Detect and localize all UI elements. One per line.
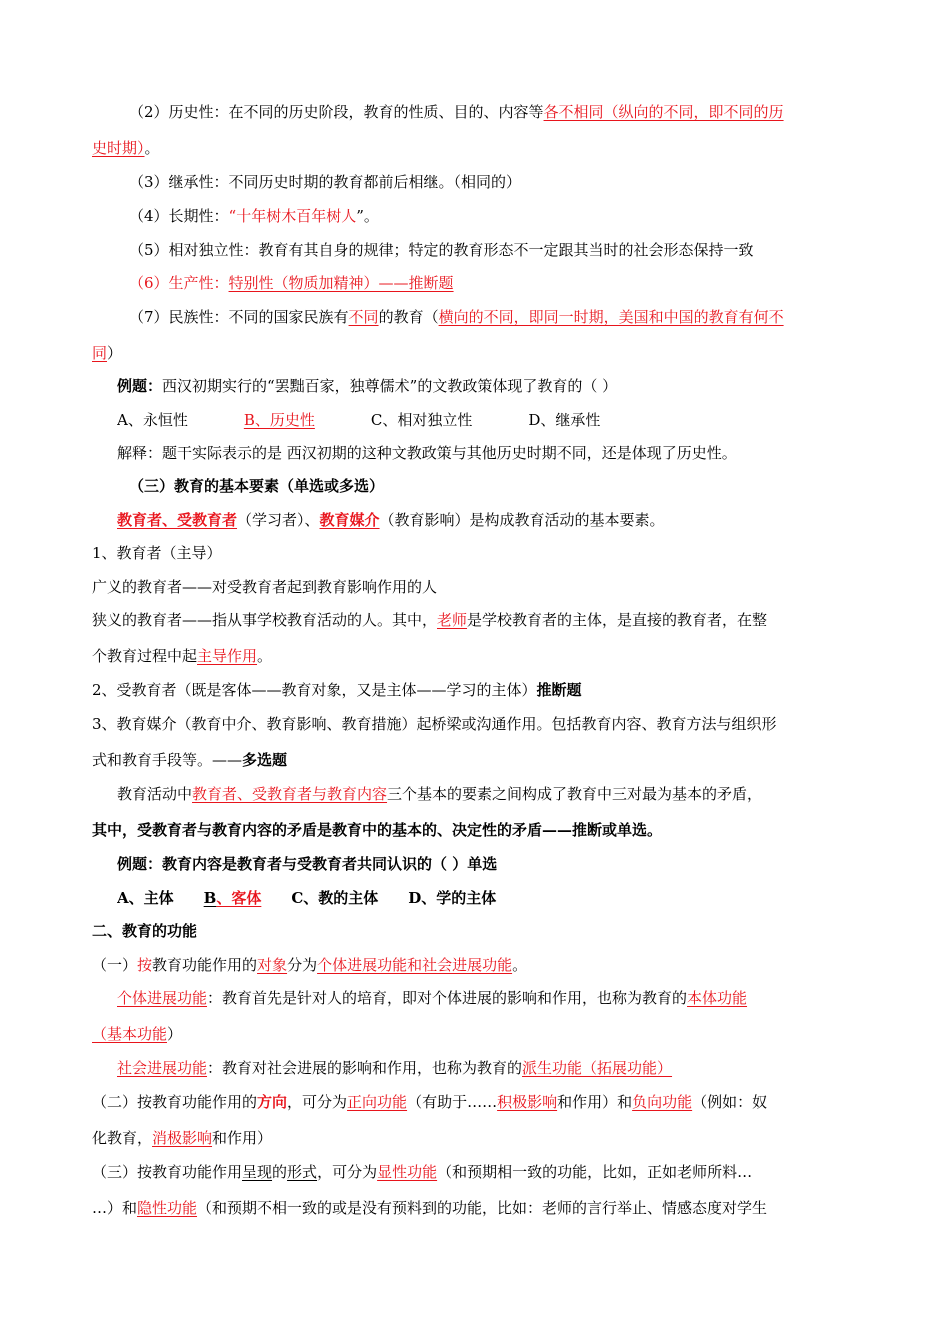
section-heading-functions [92,921,862,941]
text: 个教育过程中起 [92,647,198,665]
highlight-text: “十年树木百年树人 [228,207,357,225]
option-d: D、继承性 [528,411,601,429]
text: ：教育首先是针对人的培育，即对个体进展的影响和作用，也称为教育的 [207,989,688,1007]
text: （和预期相一致的功能，比如，正如老师所料… [437,1163,753,1181]
underlined-text: 形式 [287,1163,318,1181]
highlight-text: 对象 [257,956,288,974]
text: 化教育， [92,1129,153,1147]
underlined-text: 呈现 [242,1163,273,1181]
text: （3）继承性：不同历史时期的教育都前后相继。（相同的） [129,173,522,191]
trait-longterm-line [129,206,862,226]
text: …）和 [92,1199,138,1217]
highlight-text: 横向的不同，即同一时期，美国和中国的教育有何不 [438,308,784,326]
highlight-text: 负向功能 [632,1093,693,1111]
text: ：教育对社会进展的影响和作用，也称为教育的 [207,1059,523,1077]
text: 。 [512,956,528,974]
highlight-text: 各不相同（纵向的不同，即不同的历 [543,103,784,121]
individual-function-line-cont [92,1024,862,1044]
option-d: D、学的主体 [408,889,497,907]
educator-narrow-line-cont [92,646,862,666]
function-form-line-cont [92,1198,862,1218]
text: 。 [257,647,273,665]
example2-question [117,854,862,874]
highlight-text: 正向功能 [347,1093,408,1111]
option-b-letter: B [203,889,217,907]
section-heading-elements [129,476,862,496]
example2-options [117,888,862,908]
text: （有助于…… [407,1093,498,1111]
trait-inheritance-line [129,172,862,192]
text: （例如：奴 [692,1093,768,1111]
text: 式和教育手段等。—— [92,751,243,769]
highlight-text: 消极影响 [152,1129,213,1147]
highlight-text: 教育者、受教育者与教育内容 [192,785,388,803]
text: 分为 [287,956,318,974]
text: 2、受教育者（既是客体——教育对象，又是主体——学习的主体） [92,681,537,699]
function-object-line [92,955,862,975]
text: （二）按教育功能作用的 [92,1093,258,1111]
educator-heading [92,543,862,563]
highlight-text: 同 [92,344,108,362]
heading-text: （三）教育的基本要素（单选或多选） [129,477,385,495]
text: （7）民族性：不同的国家民族有 [129,308,349,326]
highlight-text: 个体进展功能 [117,989,208,1007]
text: （2）历史性：在不同的历史阶段，教育的性质、目的、内容等 [129,103,544,121]
text: （和预期不相一致的或是没有预料到的功能，比如：老师的言行举止、情感态度对学生 [197,1199,768,1217]
text: 和作用）和 [557,1093,633,1111]
highlight-text: （6）生产性： [129,274,229,292]
highlight-text: 积极影响 [497,1093,558,1111]
trait-national-line-cont [92,343,862,363]
highlight-text: 显性功能 [377,1163,438,1181]
highlight-text: 个体进展功能和社会进展功能 [317,956,513,974]
highlight-text: 方向 [257,1093,288,1111]
text: 和作用） [212,1129,273,1147]
trait-productive-line [129,273,862,293]
bold-text: 其中，受教育者与教育内容的矛盾是教育中的基本的、决定性的矛盾——推断或单选。 [92,821,663,839]
contradiction-line [117,784,862,804]
highlight-text: 教育媒介 [319,511,380,529]
option-b-answer: 、客体 [216,889,262,907]
text: （教育影响）是构成教育活动的基本要素。 [379,511,665,529]
text: （学习者）、 [237,511,320,529]
text: （一） [92,956,138,974]
highlight-text: 本体功能 [687,989,748,1007]
option-b-answer: B、历史性 [243,411,315,429]
text: （三）按教育功能作用 [92,1163,243,1181]
social-function-line [117,1058,862,1078]
individual-function-line [117,988,862,1008]
heading-text: 二、教育的功能 [92,922,198,940]
text: ，可分为 [317,1163,378,1181]
learner-line [92,680,862,700]
highlight-text: 按 [137,956,153,974]
example-question [117,376,862,396]
bold-text: 多选题 [242,751,288,769]
contradiction-line-cont [92,820,862,840]
text: 三个基本的要素之间构成了教育中三对最为基本的矛盾， [387,785,763,803]
educator-narrow-line [92,610,862,630]
highlight-text: 特别性（物质加精神）——推断题 [228,274,454,292]
text: 3、教育媒介（教育中介、教育影响、教育措施）起桥梁或沟通作用。包括教育内容、教育方法与组织形 [92,715,777,733]
medium-line [92,714,862,734]
text: 狭义的教育者——指从事学校教育活动的人。其中， [92,611,438,629]
option-a: A、主体 [117,889,174,907]
highlight-text: 派生功能（拓展功能） [522,1059,673,1077]
text: 1、教育者（主导） [92,544,222,562]
text: ） [107,344,123,362]
educator-broad-line [92,577,862,597]
highlight-text: 社会进展功能 [117,1059,208,1077]
highlight-text: 老师 [437,611,468,629]
highlight-text: 史时期） [92,139,145,157]
option-c: C、相对独立性 [370,411,473,429]
elements-line [117,510,862,530]
text: 教育活动中 [117,785,193,803]
medium-line-cont [92,750,862,770]
function-direction-line-cont [92,1128,862,1148]
trait-national-line [129,307,862,327]
option-c: C、教的主体 [291,889,379,907]
bold-text: 推断题 [536,681,582,699]
text: ） [167,1025,183,1043]
example-options [117,410,862,430]
text: 教育功能作用的 [152,956,258,974]
text: 是学校教育者的主体，是直接的教育者，在整 [467,611,768,629]
text: 的教育（ [378,308,439,326]
example-label: 例题： [117,377,163,395]
text: ”。 [356,207,379,225]
highlight-text: 主导作用 [197,647,258,665]
trait-history-line-cont [92,138,862,158]
trait-independence-line [129,240,862,260]
text: 广义的教育者——对受教育者起到教育影响作用的人 [92,578,438,596]
text: （4）长期性： [129,207,229,225]
text: （5）相对独立性：教育有其自身的规律；特定的教育形态不一定跟其当时的社会形态保持一致 [129,241,754,259]
highlight-text: 隐性功能 [137,1199,198,1217]
highlight-text: 不同 [348,308,379,326]
function-direction-line [92,1092,862,1112]
bold-text: 例题：教育内容是教育者与受教育者共同认识的（ ）单选 [117,855,498,873]
text: 。 [144,139,160,157]
option-a: A、永恒性 [117,411,188,429]
example-explanation [117,443,862,463]
text: 的 [272,1163,288,1181]
text: ，可分为 [287,1093,348,1111]
text: 西汉初期实行的“罢黜百家，独尊儒术”的文教政策体现了教育的（ ） [162,377,618,395]
highlight-text: 教育者、受教育者 [117,511,238,529]
function-form-line [92,1162,862,1182]
trait-history-line [129,102,862,122]
highlight-text: （基本功能 [92,1025,168,1043]
text: 解释：题干实际表示的是 西汉初期的这种文教政策与其他历史时期不同，还是体现了历史性。 [117,444,737,462]
